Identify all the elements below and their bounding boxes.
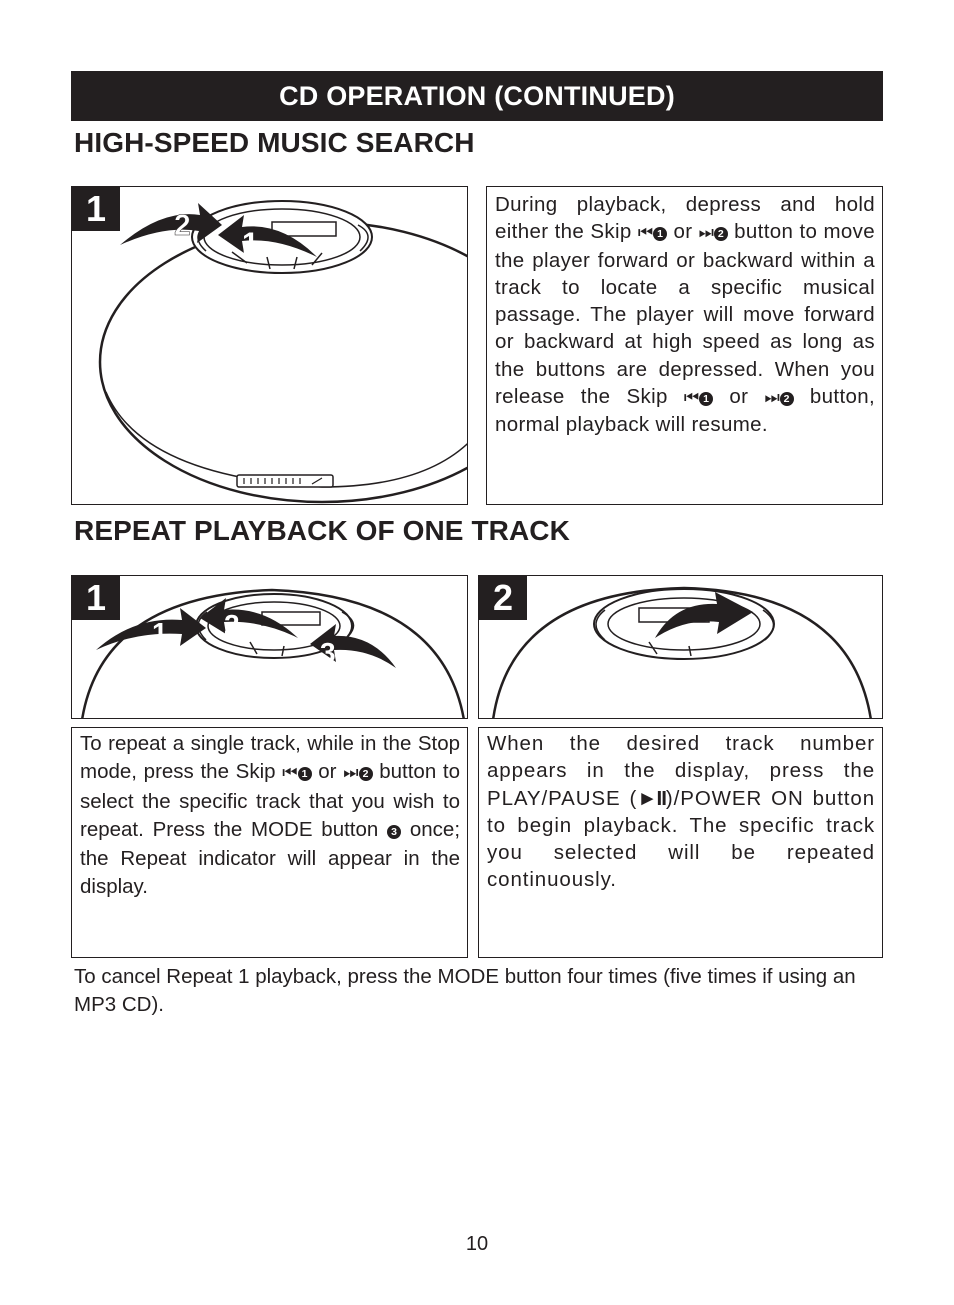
cd-player-top-illustration	[72, 576, 468, 719]
instruction-repeat-step-1	[71, 727, 468, 958]
circle-1-icon: 1	[298, 767, 312, 781]
circle-2-icon: 2	[714, 227, 728, 241]
circle-2-icon: 2	[359, 767, 373, 781]
step-badge: 1	[72, 187, 120, 231]
step-badge: 2	[479, 576, 527, 620]
callout-2: 2	[174, 209, 191, 242]
cd-player-illustration	[72, 187, 468, 505]
step-badge: 1	[72, 576, 120, 620]
or-text: or	[729, 385, 749, 409]
or-text: or	[673, 220, 693, 244]
instruction-text-part2: button to select the specific track that you wish to repeat. Press the MODE button	[80, 760, 461, 842]
callout-3: 3	[320, 637, 336, 668]
play-pause-icon: ►II	[637, 786, 666, 810]
callout-1: 1	[242, 227, 259, 260]
circle-2-icon: 2	[780, 392, 794, 406]
cancel-repeat-note: To cancel Repeat 1 playback, press the MODE button four times (five times if using an MP3 CD).	[74, 965, 856, 1016]
circle-3-icon: 3	[387, 825, 401, 839]
instruction-high-speed-search	[486, 186, 883, 505]
instruction-text-part2: )/POWER ON button to begin playback. The specific track you selected will be repeated continuously.	[487, 786, 875, 892]
page-number: 10	[465, 1233, 489, 1255]
instruction-text-part3: button, normal playback will resume.	[495, 385, 876, 437]
skip-back-icon: ⏮	[683, 388, 697, 408]
instruction-text-part1: During playback, depress and hold either the Skip	[495, 193, 875, 244]
illustration-repeat-step-2	[478, 575, 883, 719]
instruction-text-part1: To repeat a single track, while in the Stop mode, press the Skip	[80, 732, 460, 784]
skip-back-icon: ⏮	[282, 763, 295, 783]
instruction-text-part2: button to move the player forward or backward within a track to locate a specific musical passage. The player will move forward or backward at high speed as long as the buttons are depressed. When you release the Skip	[495, 220, 876, 409]
section-title-repeat-one-track: REPEAT PLAYBACK OF ONE TRACK	[74, 515, 570, 546]
skip-forward-icon: ⏭	[698, 223, 711, 243]
skip-forward-icon: ⏭	[343, 763, 356, 783]
instruction-text-part1: When the desired track number appears in the display, press the PLAY/PAUSE (	[487, 732, 875, 810]
illustration-high-speed-search	[71, 186, 468, 505]
or-text: or	[318, 760, 337, 784]
section-title-high-speed-search: HIGH-SPEED MUSIC SEARCH	[74, 127, 475, 158]
cd-player-top-illustration	[479, 576, 883, 719]
circle-1-icon: 1	[699, 392, 713, 406]
instruction-text-part3: once; the Repeat indicator will appear in the display.	[80, 818, 461, 899]
instruction-repeat-step-2	[478, 727, 883, 958]
circle-1-icon: 1	[653, 227, 667, 241]
callout-2: 2	[224, 609, 240, 640]
skip-back-icon: ⏮	[637, 223, 651, 243]
header-banner	[71, 71, 883, 121]
illustration-repeat-step-1	[71, 575, 468, 719]
header-title: CD OPERATION (CONTINUED)	[279, 80, 675, 111]
skip-forward-icon: ⏭	[764, 388, 777, 408]
callout-1: 1	[152, 617, 168, 648]
